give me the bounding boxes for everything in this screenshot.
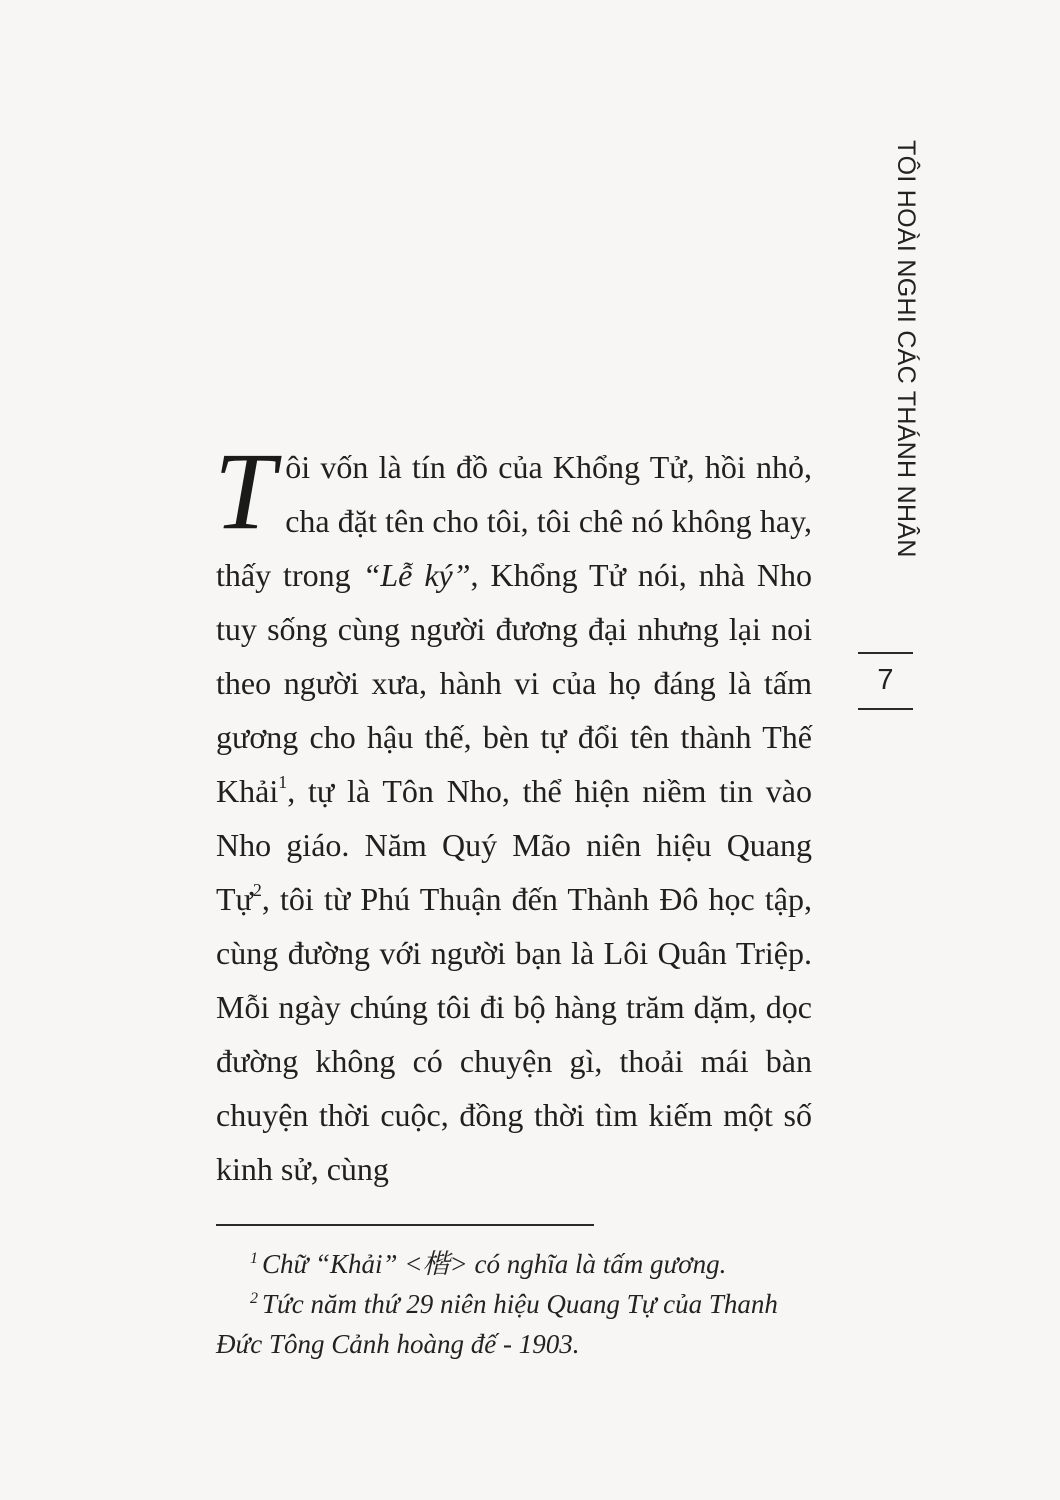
footnote-text: Tức năm thứ 29 niên hiệu Quang Tự của Thanh Đức Tông Cảnh hoàng đế - 1903. <box>216 1289 778 1359</box>
footnote-divider <box>216 1224 594 1226</box>
page-number-rule-top <box>858 652 913 654</box>
running-header: TÔI HOÀI NGHI CÁC THÁNH NHÂN <box>892 140 920 558</box>
footnote-1 <box>216 1244 816 1284</box>
body-text-segment: , tôi từ Phú Thuận đến Thành Đô học tập, cùng đường với người bạn là Lôi Quân Triệp. Mỗi ngày chúng tôi đi bộ hàng trăm dặm, dọc đường không có chuyện gì, thoải mái bàn chuyện thời cuộc, đồng thời tìm kiếm một số kinh sử, cùng <box>216 881 812 1187</box>
drop-cap: T <box>214 430 276 552</box>
footnote-ref-1: 1 <box>278 772 288 792</box>
footnote-2 <box>216 1284 816 1364</box>
footnote-marker: 1 <box>250 1250 258 1267</box>
page-number-rule-bottom <box>858 708 913 710</box>
body-paragraph <box>214 430 813 1196</box>
footnotes <box>216 1244 816 1364</box>
body-text-segment: , tự là Tôn Nho, thể hiện niềm tin vào Nho giáo. Năm Quý Mão niên hiệu Quang Tự <box>216 773 812 917</box>
book-title: “Lễ ký” <box>362 557 471 593</box>
page-number: 7 <box>877 664 894 696</box>
footnote-marker: 2 <box>250 1290 258 1307</box>
footnote-text: Chữ “Khải” <楷> có nghĩa là tấm gương. <box>262 1249 727 1279</box>
body-text-segment: , Khổng Tử nói, nhà Nho tuy sống cùng người đương đại nhưng lại noi theo người xưa, hành vi của họ đáng là tấm gương cho hậu thế, bèn tự đổi tên thành Thế Khải <box>216 557 813 809</box>
footnote-ref-2: 2 <box>252 880 262 900</box>
body-text-segment: ôi vốn là tín đồ của Khổng Tử, hồi nhỏ, cha đặt tên cho tôi, tôi chê nó không hay, thấy trong <box>216 449 812 593</box>
